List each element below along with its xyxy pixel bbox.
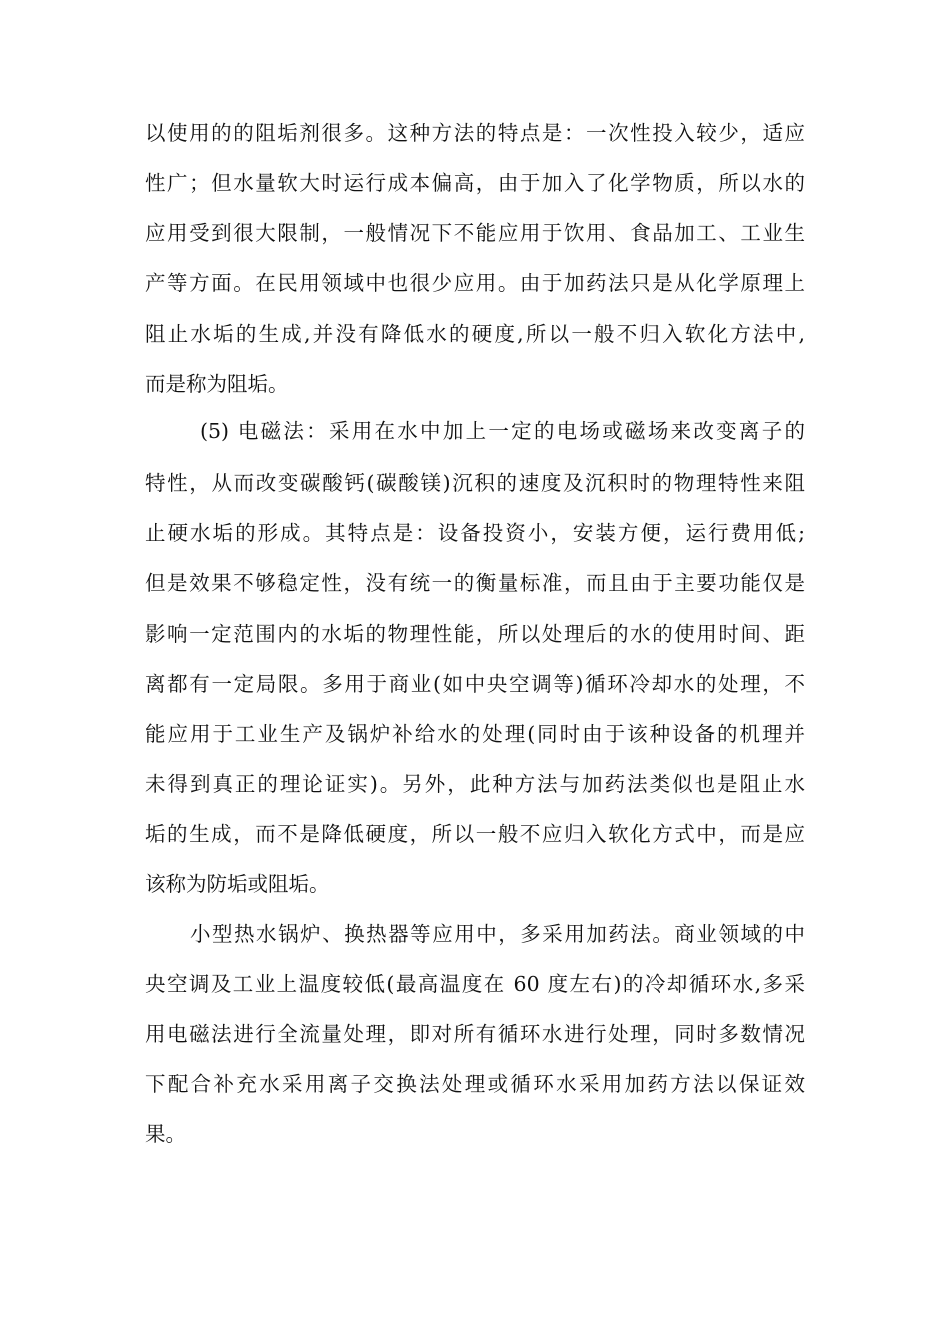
text-line: 性广；但水量软大时运行成本偏高，由于加入了化学物质，所以水的: [145, 171, 805, 195]
text-line: 垢的生成，而不是降低硬度，所以一般不应归入软化方式中，而是应: [145, 822, 805, 846]
text-line: 果。: [145, 1122, 186, 1146]
text-line: 小型热水锅炉、换热器等应用中，多采用加药法。商业领域的中: [190, 922, 805, 946]
text-line: 应用受到很大限制，一般情况下不能应用于饮用、食品加工、工业生: [145, 221, 805, 245]
text-line: (5) 电磁法：采用在水中加上一定的电场或磁场来改变离子的: [200, 419, 805, 443]
text-line: 用电磁法进行全流量处理，即对所有循环水进行处理，同时多数情况: [145, 1022, 805, 1046]
text-line: 止硬水垢的形成。其特点是：设备投资小，安装方便，运行费用低;: [145, 521, 805, 545]
text-line: 阻止水垢的生成,并没有降低水的硬度,所以一般不归入软化方法中,: [145, 322, 805, 346]
text-line: 产等方面。在民用领域中也很少应用。由于加药法只是从化学原理上: [145, 271, 805, 295]
text-line: 该称为防垢或阻垢。: [145, 872, 330, 896]
text-line: 影响一定范围内的水垢的物理性能，所以处理后的水的使用时间、距: [145, 622, 805, 646]
text-line: 而是称为阻垢。: [145, 372, 289, 396]
text-line: 离都有一定局限。多用于商业(如中央空调等)循环冷却水的处理，不: [145, 672, 805, 696]
text-line: 特性，从而改变碳酸钙(碳酸镁)沉积的速度及沉积时的物理特性来阻: [145, 471, 805, 495]
text-line: 能应用于工业生产及锅炉补给水的处理(同时由于该种设备的机理并: [145, 722, 805, 746]
text-line: 以使用的的阻垢剂很多。这种方法的特点是：一次性投入较少，适应: [145, 121, 805, 145]
text-line: 下配合补充水采用离子交换法处理或循环水采用加药方法以保证效: [145, 1072, 805, 1096]
text-line: 但是效果不够稳定性，没有统一的衡量标准，而且由于主要功能仅是: [145, 571, 805, 595]
text-line: 央空调及工业上温度较低(最高温度在 60 度左右)的冷却循环水,多采: [145, 972, 805, 996]
text-line: 未得到真正的理论证实)。另外，此种方法与加药法类似也是阻止水: [145, 772, 805, 796]
